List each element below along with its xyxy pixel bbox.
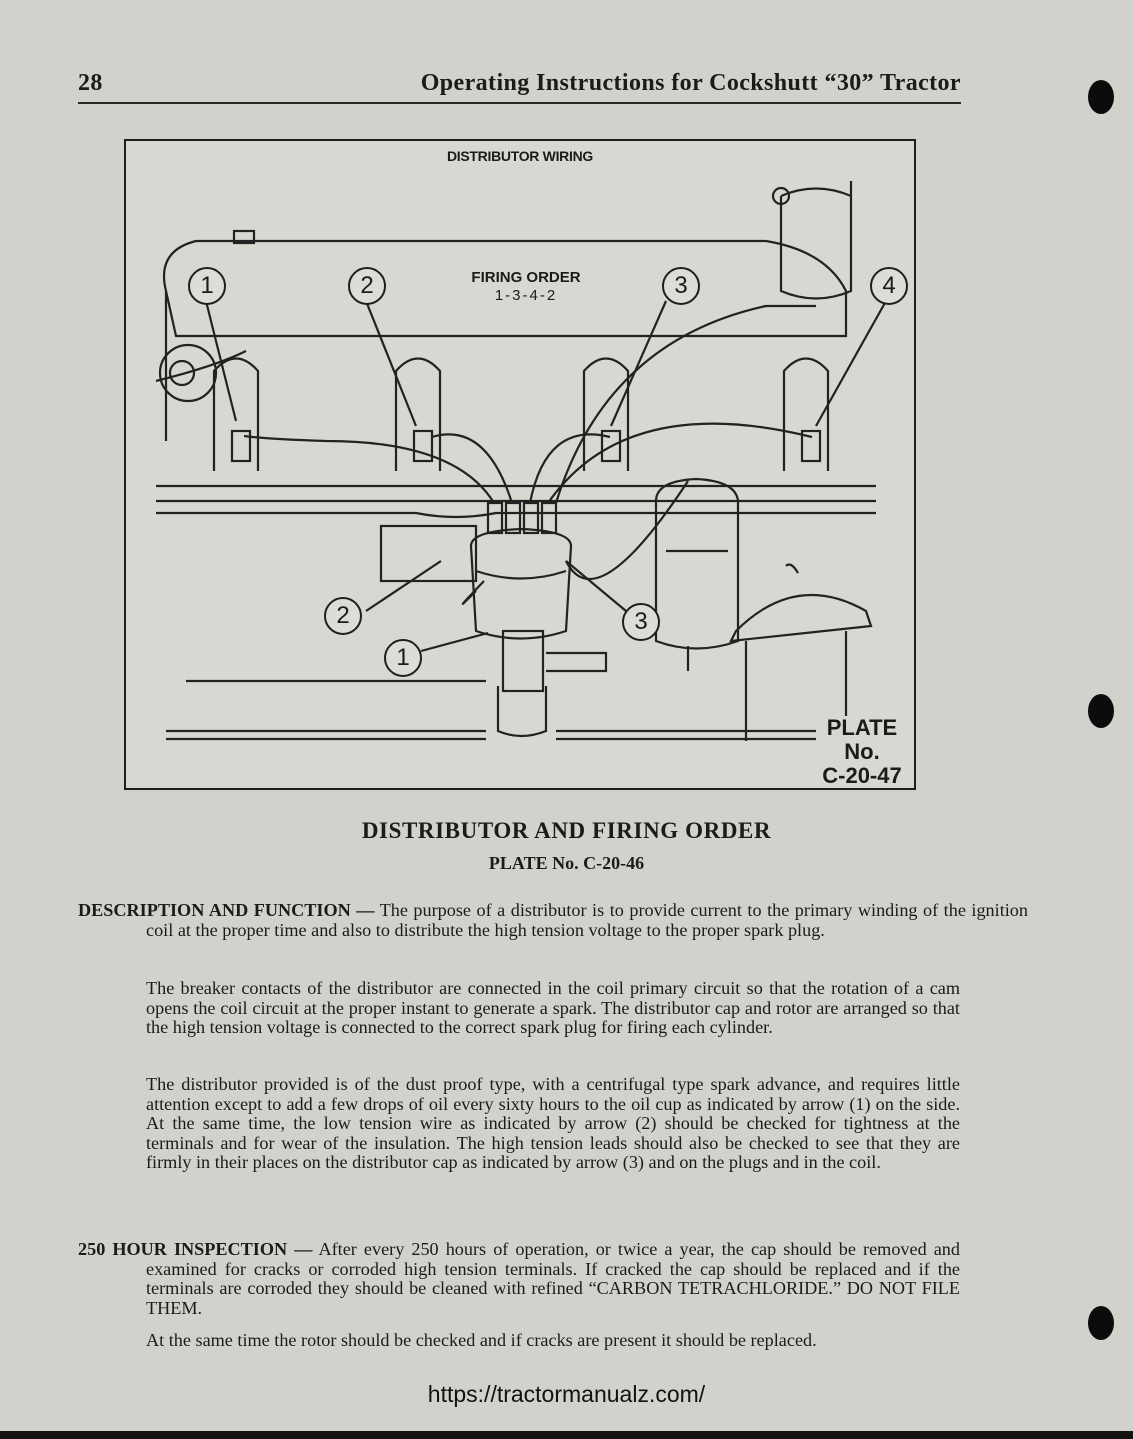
paragraph-rotor [146,1331,960,1351]
description-text: The purpose of a distributor is to provide current to the primary winding of the ignition coil at the proper time and also to distribute the high tension voltage to the proper spark plug. [146,900,1028,940]
paragraph-inspection [78,1240,960,1318]
description-lead: DESCRIPTION AND FUNCTION — [78,900,375,920]
binder-hole [1088,694,1114,728]
callout-plug-3: 3 [662,267,700,305]
figure-caption: DISTRIBUTOR WIRING [446,148,593,164]
section-subtitle: PLATE No. C-20-46 [488,853,645,873]
paragraph-description [78,901,1028,940]
callout-distributor-cap: 3 [622,603,660,641]
firing-order-sequence: 1-3-4-2 [494,287,558,304]
plate-id [816,716,908,788]
distributor-wiring-figure [124,139,916,790]
scan-edge [0,1431,1133,1439]
inspection-text: After every 250 hours of operation, or twice a year, the cap should be removed and examined for cracks or corroded high tension terminals. If cracked the cap should be replaced and if the terminals are corroded they should be cleaned with refined “CARBON TETRACHLORIDE.” DO NOT FILE THEM. [146,1239,960,1318]
callout-plug-1: 1 [188,267,226,305]
running-title: Operating Instructions for Cockshutt “30” Tractor [420,70,961,96]
plate-label: PLATE [826,715,898,740]
paragraph-breaker [146,979,960,1038]
callout-plug-2: 2 [348,267,386,305]
callout-low-tension-wire: 2 [324,597,362,635]
binder-hole [1088,80,1114,114]
wiring-illustration [126,141,914,788]
firing-order-title: FIRING ORDER [471,269,581,286]
breaker-text: The breaker contacts of the distributor are connected in the coil primary circuit so that the rotation of a cam opens the coil circuit at the proper instant to generate a spark. The distributor cap and rotor are arranged so that the high tension voltage is connected to the correct spark plug for firing each cylinder. [146,978,960,1038]
section-title: DISTRIBUTOR AND FIRING ORDER [361,818,772,843]
firing-order-label [456,269,596,305]
page-header [78,70,961,97]
rotor-text: At the same time the rotor should be checked and if cracks are present it should be replaced. [146,1330,817,1350]
plate-number: C-20-47 [822,763,902,788]
binder-hole [1088,1306,1114,1340]
callout-plug-4: 4 [870,267,908,305]
inspection-lead: 250 HOUR INSPECTION — [78,1239,313,1259]
header-rule [78,102,961,104]
page-number: 28 [78,70,103,96]
dust-proof-text: The distributor provided is of the dust proof type, with a centrifugal type spark advance, and requires little attention except to add a few drops of oil every sixty hours to the oil cup as indicated by arrow (1) on the side. At the same time, the low tension wire as indicated by arrow (2) should be checked for tightness at the terminals and for wear of the insulation. The high tension leads should also be checked to see that they are firmly in their places on the distributor cap as indicated by arrow (3) and on the plugs and in the coil. [146,1074,960,1173]
paragraph-dust-proof [146,1075,960,1173]
callout-oil-cup: 1 [384,639,422,677]
plate-no-label: No. [844,739,880,764]
source-url-link[interactable]: https://tractormanualz.com/ [427,1381,706,1407]
